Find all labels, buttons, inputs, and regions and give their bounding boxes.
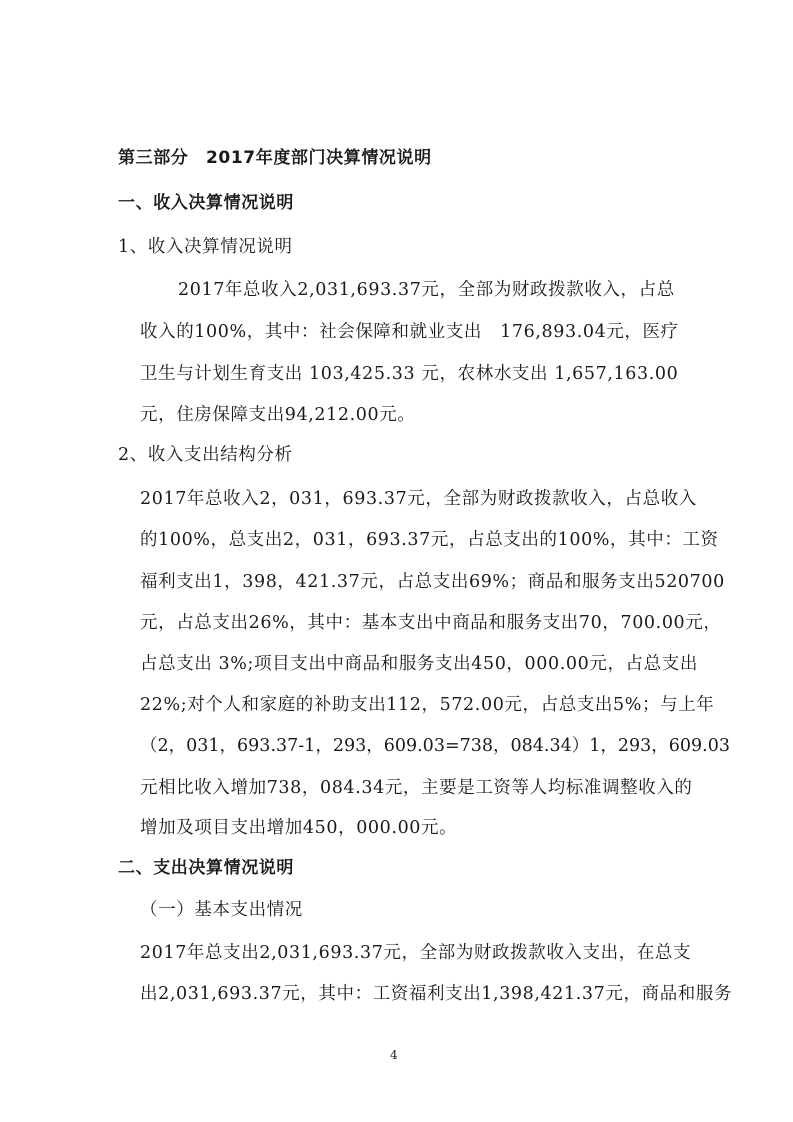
paragraph-line: 2017年总收入2,031,693.37元，全部为财政拨款收入，占总 xyxy=(178,280,675,300)
section-1-heading: 一、收入决算情况说明 xyxy=(118,193,294,213)
paragraph-line: 福利支出1，398，421.37元，占总支出69%；商品和服务支出520700 xyxy=(140,572,725,592)
paragraph-line: 占总支出 3%;项目支出中商品和服务支出450，000.00元，占总支出 xyxy=(140,654,698,674)
subsection-1-1-heading: 1、收入决算情况说明 xyxy=(118,237,293,257)
part-title: 第三部分 2017年度部门决算情况说明 xyxy=(118,148,432,168)
paragraph-line: 卫生与计划生育支出 103,425.33 元，农林水支出 1,657,163.00 xyxy=(140,364,679,384)
paragraph-line: 22%;对个人和家庭的补助支出112，572.00元，占总支出5%；与上年 xyxy=(140,695,715,715)
paragraph-line: 元相比收入增加738，084.34元，主要是工资等人均标准调整收入的 xyxy=(140,778,693,798)
paragraph-line: 出2,031,693.37元，其中：工资福利支出1,398,421.37元，商品和服务 xyxy=(140,984,733,1004)
paragraph-line: 收入的100%，其中：社会保障和就业支出 176,893.04元，医疗 xyxy=(140,322,679,342)
paragraph-line: 增加及项目支出增加450，000.00元。 xyxy=(140,818,458,838)
paragraph-line: 元，住房保障支出94,212.00元。 xyxy=(140,405,416,425)
paragraph-line: 2017年总支出2,031,693.37元，全部为财政拨款收入支出，在总支 xyxy=(140,943,692,963)
paragraph-line: 2017年总收入2，031，693.37元，全部为财政拨款收入，占总收入 xyxy=(140,489,697,509)
page-number: 4 xyxy=(390,1048,398,1062)
subsection-2-1-heading: （一）基本支出情况 xyxy=(140,900,303,920)
section-2-heading: 二、支出决算情况说明 xyxy=(118,858,294,878)
paragraph-line: 的100%，总支出2，031，693.37元，占总支出的100%，其中：工资 xyxy=(140,530,719,550)
paragraph-line: （2，031，693.37-1，293，609.03=738，084.34）1，293，609.03 xyxy=(140,736,731,756)
subsection-1-2-heading: 2、收入支出结构分析 xyxy=(118,445,293,465)
paragraph-line: 元，占总支出26%，其中：基本支出中商品和服务支出70，700.00元， xyxy=(140,613,722,633)
